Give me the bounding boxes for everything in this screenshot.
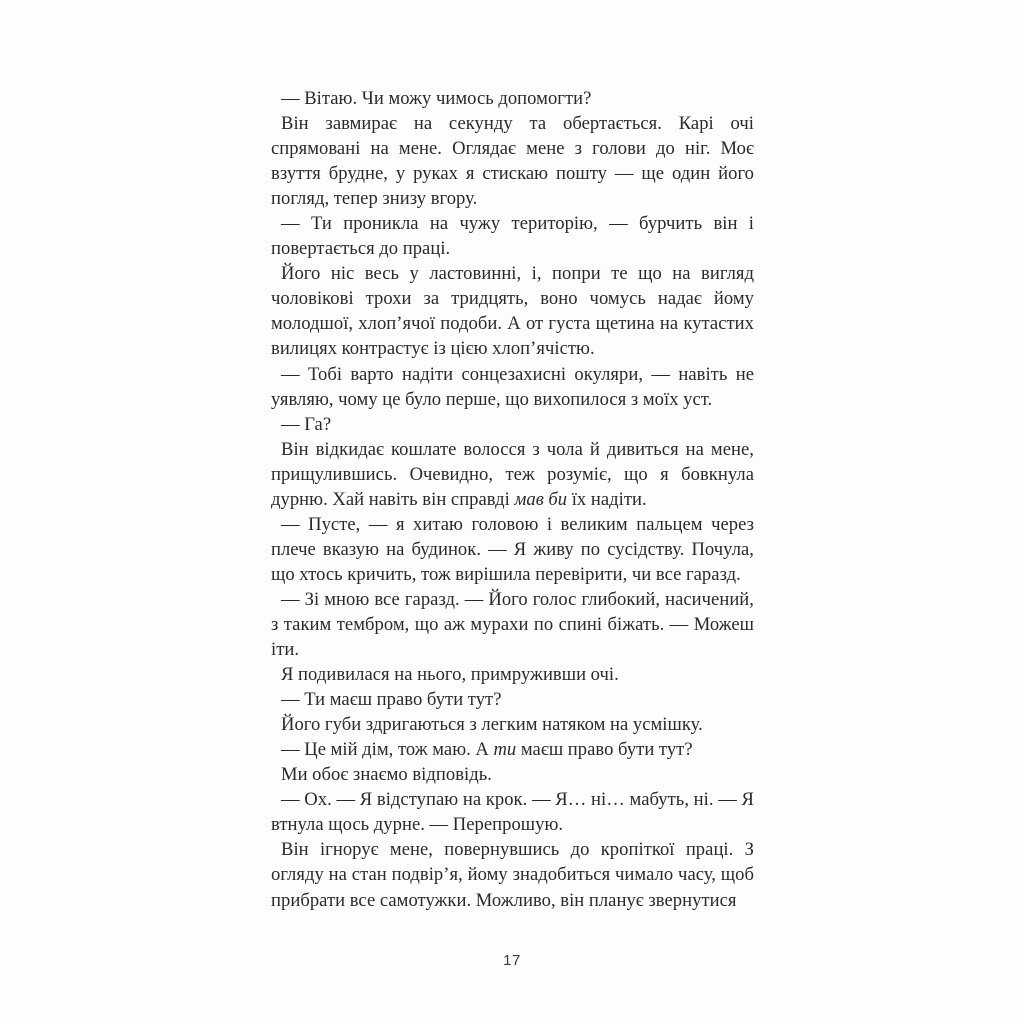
paragraph: Він завмирає на секунду та обертається. Карі очі спрямовані на мене. Оглядає мене з голови до ніг. Моє взуття брудне, у руках я стискаю пошту — ще один його погляд, тепер знизу вгору. [271, 113, 754, 210]
paragraph [271, 437, 754, 512]
paragraph: — Зі мною все гаразд. — Його голос глибокий, насичений, з таким тембром, що аж мурахи по спині біжать. — Можеш іти. [271, 588, 754, 661]
paragraph: Його ніс весь у ластовинні, і, попри те що на вигляд чоловікові трохи за тридцять, воно чомусь надає йому молодшої, хлоп’ячої подоби. А от густа щетина на кутастих вилицях контрастує із цією хлоп’ячістю. [271, 263, 754, 360]
page-number: 17 [503, 952, 521, 969]
paragraph: — Ти проникла на чужу територію, — бурчить він і повертається до праці. [271, 213, 754, 260]
paragraph: — Ти маєш право бути тут? [281, 689, 502, 711]
page-text-column [271, 86, 754, 913]
paragraph: — Га? [281, 413, 332, 435]
paragraph-text: Він відкидає кошлате волосся з чола й дивиться на мене, прищулившись. Очевидно, теж розуміє, що я бовкнула дурню. Хай навіть він справді [271, 438, 754, 510]
paragraph: — Вітаю. Чи можу чимось допомогти? [281, 88, 592, 109]
emphasis-text: ти [493, 739, 517, 761]
paragraph-text: — Це мій дім, тож маю. А [281, 739, 494, 761]
paragraph [271, 737, 754, 762]
emphasis-text: мав би [514, 488, 568, 510]
paragraph: Він ігнорує мене, повернувшись до кропіткої праці. З огляду на стан подвір’я, йому знадобиться чимало часу, щоб прибрати все самотужки. Можливо, він планує звернутися [271, 839, 754, 911]
paragraph: — Ох. — Я відступаю на крок. — Я… ні… мабуть, ні. — Я втнула щось дурне. — Перепрошую. [271, 789, 754, 836]
paragraph-text: маєш право бути тут? [516, 739, 693, 761]
paragraph: — Пусте, — я хитаю головою і великим пальцем через плече вказую на будинок. — Я живу по сусідству. Почула, що хтось кричить, тож вирішила перевірити, чи все гаразд. [271, 513, 754, 585]
paragraph: Його губи здригаються з легким натяком на усмішку. [281, 714, 703, 736]
paragraph: Ми обоє знаємо відповідь. [281, 764, 492, 786]
paragraph: Я подивилася на нього, примруживши очі. [281, 664, 619, 686]
paragraph: — Тобі варто надіти сонцезахисні окуляри, — навіть не уявляю, чому це було перше, що вихопилося з моїх уст. [271, 363, 754, 410]
paragraph-text: їх надіти. [567, 488, 647, 510]
